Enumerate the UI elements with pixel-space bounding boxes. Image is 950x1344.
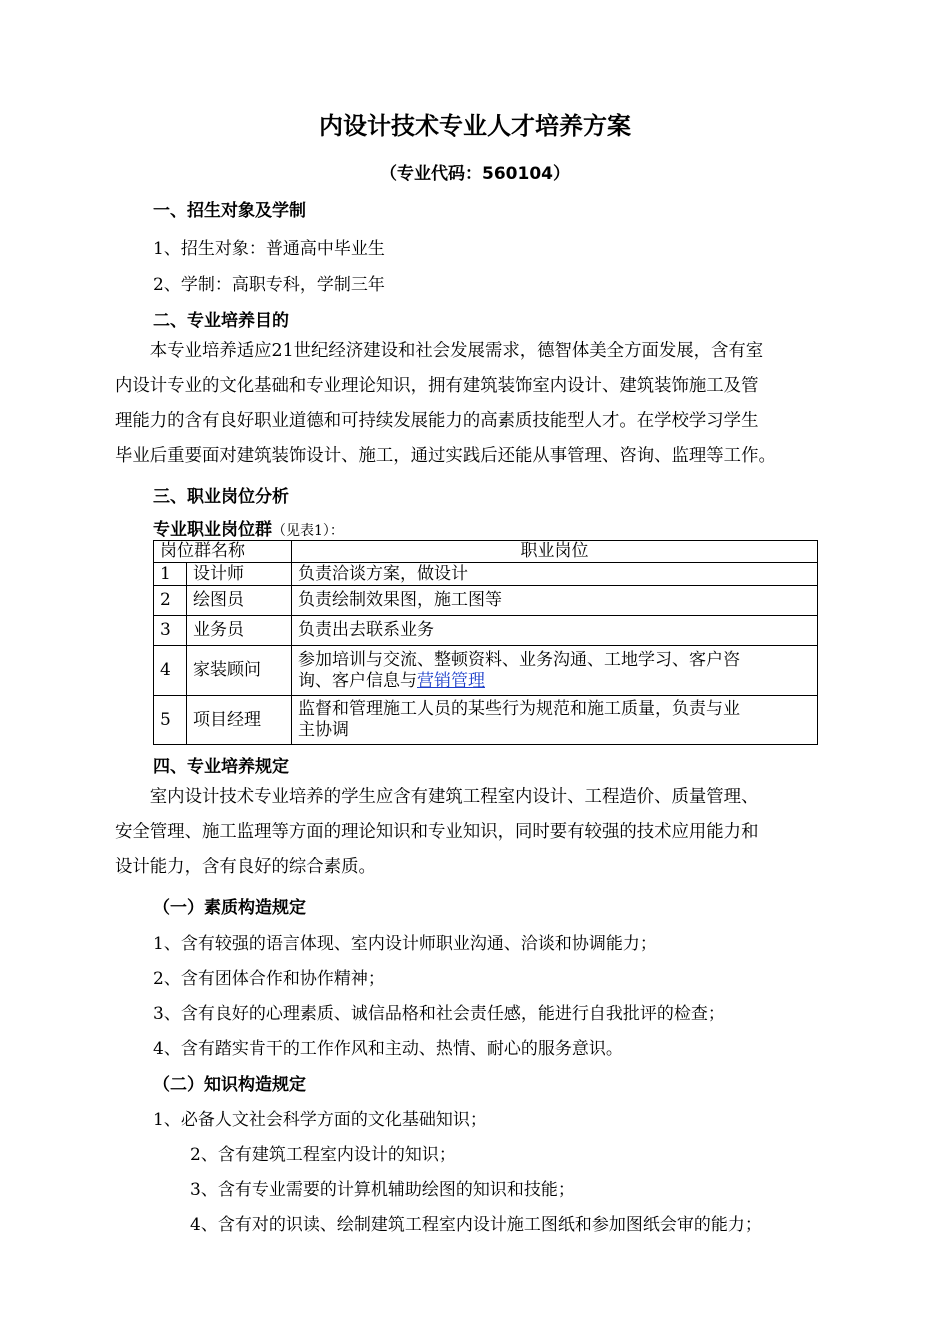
quality-item: 3、含有良好的心理素质、诚信品格和社会责任感，能进行自我批评的检查； [153,1004,725,1024]
position-name: 项目经理 [187,696,292,745]
knowledge-item: 4、含有对的识读、绘制建筑工程室内设计施工图纸和参加图纸会审的能力； [190,1215,762,1235]
position-name: 设计师 [187,563,292,586]
section-2-heading: 二、专业培养目的 [153,311,289,331]
subsection-quality-heading: （一）素质构造规定 [153,898,306,918]
row-number: 4 [154,646,187,696]
section-4-heading: 四、专业培养规定 [153,757,289,777]
row-number: 5 [154,696,187,745]
job-positions-table [153,540,818,745]
training-goal-paragraph [115,334,840,474]
position-duty [292,646,818,696]
duty-line: 监督和管理施工人员的某些行为规范和施工质量，负责与业 [298,699,740,719]
table-caption-note: （见表1）： [272,523,344,539]
position-duty: 负责洽谈方案，做设计 [292,563,818,586]
document-title: 内设计技术专业人才培养方案 [319,112,631,140]
table-header-row [154,541,818,563]
duty-line: 参加培训与交流、整顿资料、业务沟通、工地学习、客户咨 [298,649,740,670]
enrollment-target: 1、招生对象：普通高中毕业生 [153,239,385,259]
table-row [154,586,818,616]
section-1-heading: 一、招生对象及学制 [153,201,306,221]
paragraph-line: 室内设计技术专业培养的学生应含有建筑工程室内设计、工程造价、质量管理、 [115,787,759,807]
table-caption-title: 专业职业岗位群 [153,520,272,540]
paragraph-line: 安全管理、施工监理等方面的理论知识和专业知识，同时要有较强的技术应用能力和 [115,822,759,842]
knowledge-item: 2、含有建筑工程室内设计的知识； [190,1145,456,1165]
row-number: 3 [154,616,187,646]
table-row [154,563,818,586]
subsection-knowledge-heading: （二）知识构造规定 [153,1075,306,1095]
table-row [154,696,818,745]
position-name: 绘图员 [187,586,292,616]
quality-item: 4、含有踏实肯干的工作作风和主动、热情、耐心的服务意识。 [153,1039,623,1059]
knowledge-item: 1、必备人文社会科学方面的文化基础知识； [153,1110,487,1130]
table-row [154,646,818,696]
position-duty: 负责绘制效果图，施工图等 [292,586,818,616]
position-duty [292,696,818,745]
section-3-heading: 三、职业岗位分析 [153,487,289,507]
header-group-name: 岗位群名称 [154,541,292,563]
paragraph-line: 本专业培养适应21世纪经济建设和社会发展需求，德智体美全方面发展，含有室 [115,341,764,361]
marketing-management-link[interactable]: 营销管理 [417,670,485,691]
requirements-paragraph [115,780,840,885]
position-name: 业务员 [187,616,292,646]
knowledge-item: 3、含有专业需要的计算机辅助绘图的知识和技能； [190,1180,575,1200]
quality-item: 1、含有较强的语言体现、室内设计师职业沟通、洽谈和协调能力； [153,934,657,954]
duty-line: 主协调 [298,720,349,740]
table-caption [153,515,344,540]
row-number: 1 [154,563,187,586]
row-number: 2 [154,586,187,616]
paragraph-line: 内设计专业的文化基础和专业理论知识，拥有建筑装饰室内设计、建筑装饰施工及管 [115,376,759,396]
header-position: 职业岗位 [292,541,818,563]
position-duty: 负责出去联系业务 [292,616,818,646]
table-row [154,616,818,646]
paragraph-line: 设计能力，含有良好的综合素质。 [115,857,376,877]
study-length: 2、学制：高职专科，学制三年 [153,275,385,295]
quality-item: 2、含有团体合作和协作精神； [153,969,385,989]
paragraph-line: 毕业后重要面对建筑装饰设计、施工，通过实践后还能从事管理、咨询、监理等工作。 [115,446,776,466]
major-code: （专业代码：560104） [380,164,570,184]
position-name: 家装顾问 [187,646,292,696]
duty-line: 询、客户信息与 [298,670,417,691]
paragraph-line: 理能力的含有良好职业道德和可持续发展能力的高素质技能型人才。在学校学习学生 [115,411,759,431]
